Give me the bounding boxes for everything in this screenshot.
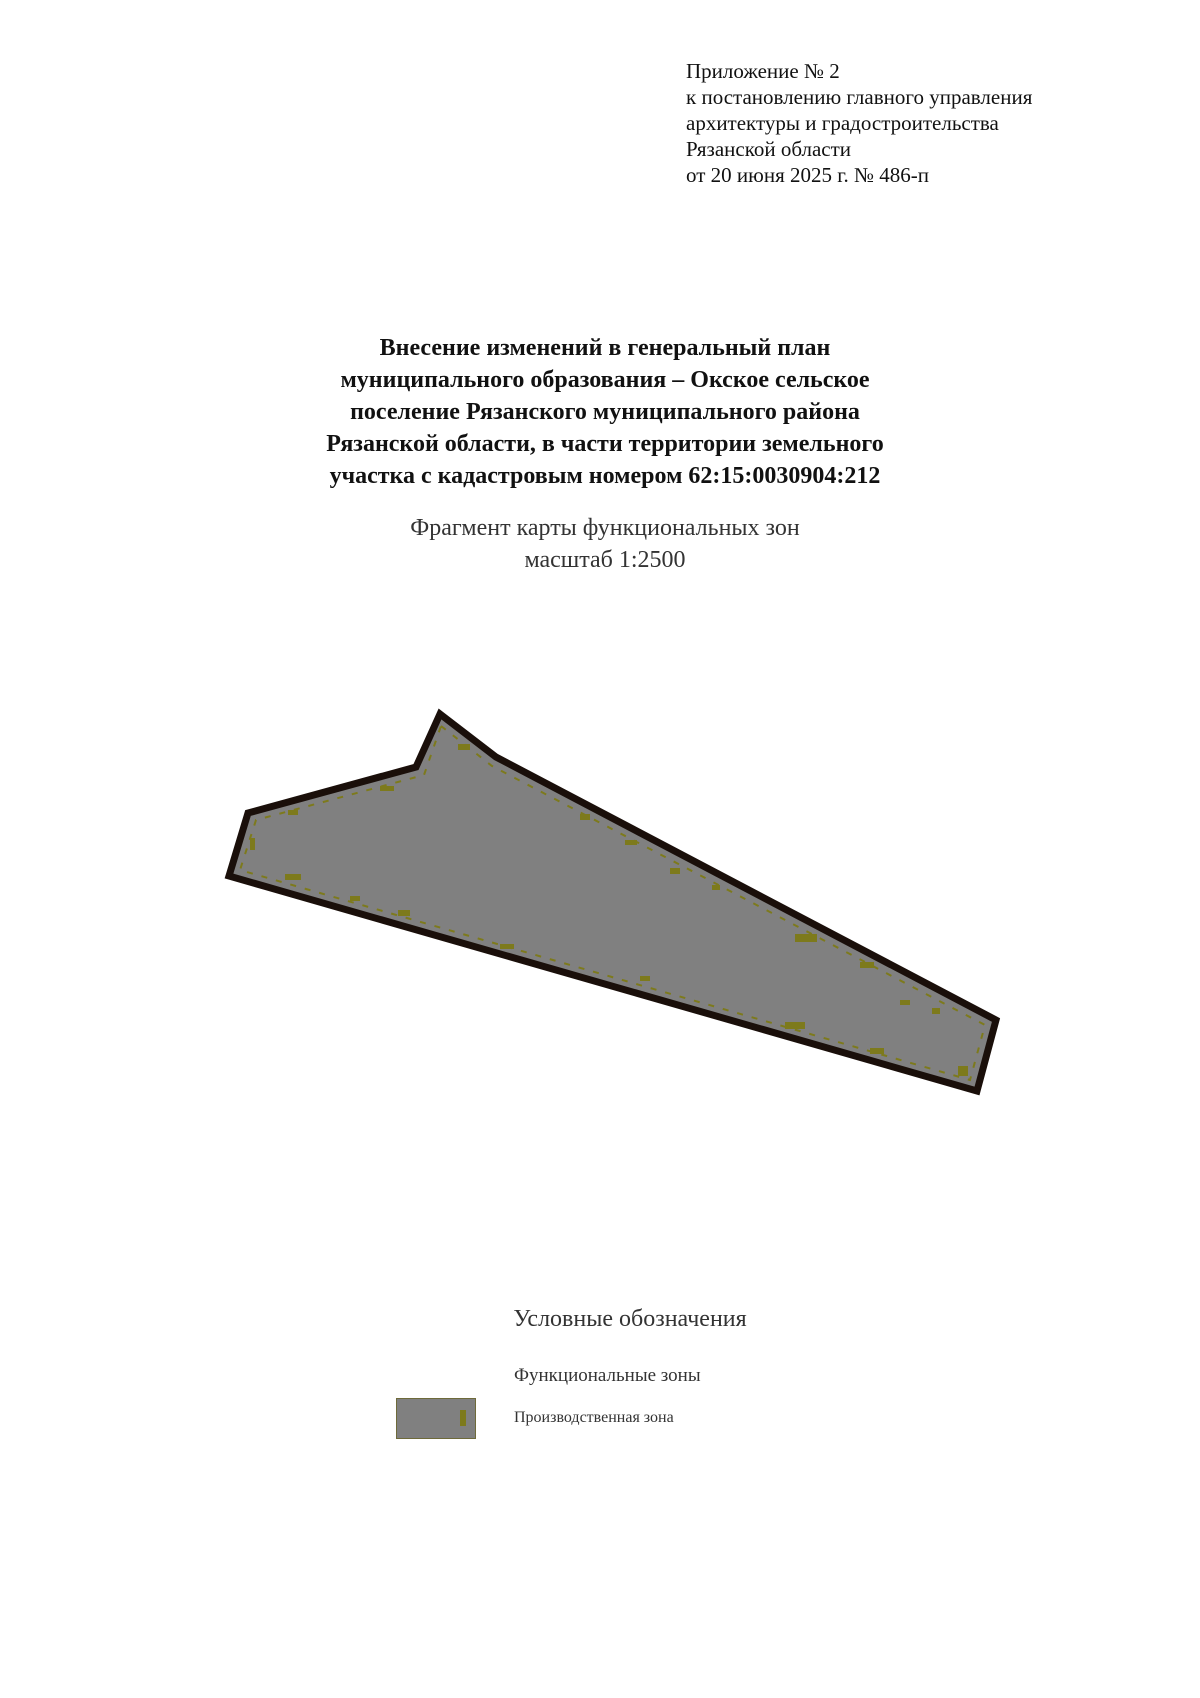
swatch-fleck [460,1410,466,1426]
legend-label-production-zone: Производственная зона [514,1409,674,1426]
appendix-line: архитектуры и градостроительства [686,111,999,135]
appendix-line: Рязанской области [686,137,852,161]
title-line: поселение Рязанского муниципального района [350,399,860,425]
legend-swatch-production-zone [396,1398,476,1439]
map-scale: масштаб 1:2500 [524,547,686,573]
appendix-line: Приложение № 2 [686,59,840,83]
production-zone-parcel [229,714,996,1091]
title-line: муниципального образования – Окское сельское [340,367,870,393]
title-line: Внесение изменений в генеральный план [379,335,831,361]
title-line: Рязанской области, в части территории земельного [326,431,884,457]
legend-subtitle: Функциональные зоны [514,1365,701,1386]
title-line: участка с кадастровым номером 62:15:0030904:212 [329,463,881,489]
appendix-line: к постановлению главного управления [686,85,1033,109]
appendix-line: от 20 июня 2025 г. № 486-п [686,163,929,187]
legend-title: Условные обозначения [513,1306,747,1332]
map-fragment-caption: Фрагмент карты функциональных зон [410,515,800,541]
